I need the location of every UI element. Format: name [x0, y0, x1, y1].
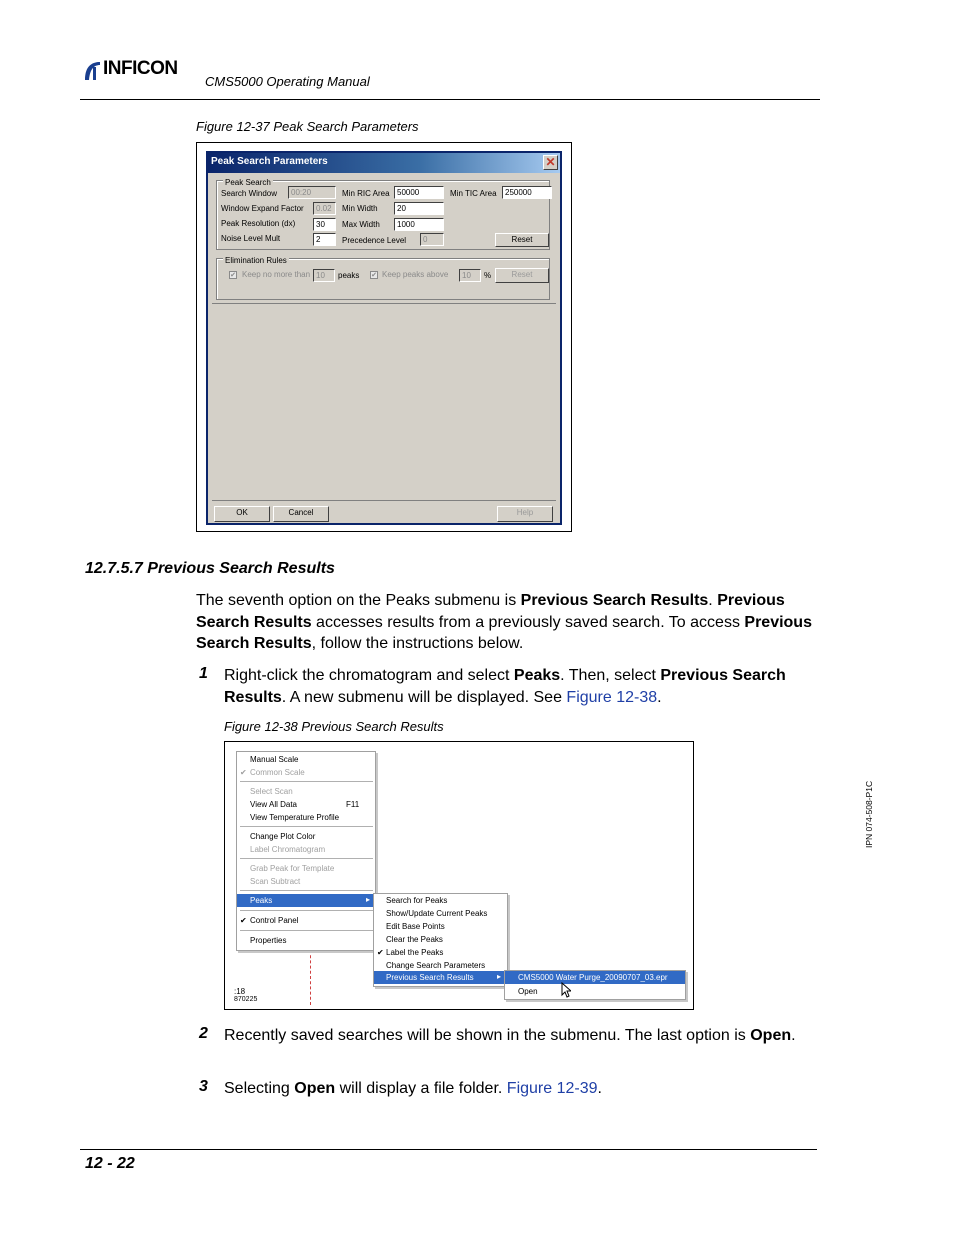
min-width-label: Min Width: [342, 204, 378, 213]
min-ric-label: Min RIC Area: [342, 189, 390, 198]
window-expand-field[interactable]: 0.02: [313, 202, 336, 215]
submenu-edit-base-points[interactable]: Edit Base Points: [386, 922, 445, 931]
step-3-number: 3: [199, 1078, 208, 1095]
submenu-show-update[interactable]: Show/Update Current Peaks: [386, 909, 488, 918]
bold-term: Previous Search Results: [196, 592, 785, 631]
side-ipn-label: [862, 770, 876, 850]
peak-search-group-label: Peak Search: [225, 178, 271, 187]
min-tic-label: Min TIC Area: [450, 189, 497, 198]
bold-term: Previous Search Results: [224, 667, 786, 706]
inficon-logo-icon: [82, 60, 104, 82]
keep-no-more-label: Keep no more than: [242, 270, 311, 279]
peak-resolution-field[interactable]: 30: [313, 218, 336, 231]
menu-control-panel[interactable]: Control Panel: [250, 916, 299, 925]
cross-reference-link[interactable]: Figure 12-39: [506, 1080, 598, 1097]
keep-above-label: Keep peaks above: [382, 270, 449, 279]
noise-level-field[interactable]: 2: [313, 233, 336, 246]
text-run: .: [791, 1027, 796, 1044]
label-peaks-check-icon: ✔: [377, 948, 384, 957]
keep-above-field[interactable]: 10: [459, 269, 481, 282]
max-width-field[interactable]: 1000: [394, 218, 444, 231]
menu-manual-scale[interactable]: Manual Scale: [250, 755, 299, 764]
dialog-bottom-divider: [212, 500, 556, 501]
min-ric-field[interactable]: 50000: [394, 186, 444, 199]
submenu-change-search[interactable]: Change Search Parameters: [386, 961, 486, 970]
precedence-field[interactable]: 0: [420, 233, 444, 246]
submenu-open[interactable]: Open: [518, 987, 538, 996]
step-1-text: [224, 665, 818, 708]
page-number: 12 - 22: [85, 1155, 135, 1172]
submenu-search-for-peaks[interactable]: Search for Peaks: [386, 896, 448, 905]
menu-view-temperature[interactable]: View Temperature Profile: [250, 813, 340, 822]
text-run: Right-click the chromatogram and select: [224, 667, 514, 684]
text-run: The seventh option on the Peaks submenu is: [196, 592, 521, 609]
bold-term: Open: [750, 1027, 792, 1044]
menu-select-scan[interactable]: Select Scan: [250, 787, 293, 796]
noise-level-label: Noise Level Mult: [221, 234, 281, 243]
menu-properties[interactable]: Properties: [250, 936, 287, 945]
elimination-rules-label: Elimination Rules: [225, 256, 287, 265]
chart-marker-line: [310, 950, 311, 1005]
submenu-file-entry[interactable]: CMS5000 Water Purge_20090707_03.epr: [518, 973, 668, 982]
search-window-field[interactable]: 00:20: [288, 186, 336, 199]
submenu-label-peaks[interactable]: Label the Peaks: [386, 948, 444, 957]
menu-separator: [240, 858, 373, 859]
max-width-label: Max Width: [342, 220, 380, 229]
text-run: Selecting: [224, 1080, 295, 1097]
bold-term: Open: [294, 1080, 336, 1097]
keep-no-more-checkbox[interactable]: ✔: [230, 272, 236, 279]
menu-common-scale[interactable]: Common Scale: [250, 768, 305, 777]
cancel-button[interactable]: Cancel: [273, 506, 329, 522]
header-rule: [80, 99, 820, 100]
peak-resolution-label: Peak Resolution (dx): [221, 219, 296, 228]
chart-corner-value: 870225: [234, 996, 258, 1003]
footer-rule: [80, 1149, 817, 1150]
menu-view-all-data[interactable]: View All Data: [250, 800, 297, 809]
reset-button[interactable]: Reset: [495, 233, 549, 247]
menu-separator: [240, 930, 373, 931]
figure-caption-12-38: Figure 12-38 Previous Search Results: [224, 719, 444, 734]
submenu-arrow-icon: ▸: [497, 972, 502, 981]
peaks-unit-label: peaks: [338, 271, 360, 280]
close-icon[interactable]: ✕: [543, 155, 558, 170]
menu-change-plot-color[interactable]: Change Plot Color: [250, 832, 316, 841]
bold-term: Peaks: [513, 667, 561, 684]
step-3-text: [224, 1078, 818, 1100]
percent-label: %: [484, 271, 492, 280]
dialog-divider: [212, 303, 556, 304]
step-2-text: [224, 1025, 818, 1047]
step-2-number: 2: [199, 1025, 208, 1042]
text-run: . A new submenu will be displayed. See: [281, 688, 567, 706]
bold-term: Previous Search Results: [520, 592, 709, 609]
common-scale-check-icon: ✔: [240, 768, 247, 777]
text-run: Recently saved searches will be shown in the submenu. The last option is: [224, 1027, 751, 1044]
figure-caption-12-37: Figure 12-37 Peak Search Parameters: [196, 119, 419, 134]
intro-paragraph: [196, 590, 818, 655]
keep-no-more-field[interactable]: 10: [313, 269, 335, 282]
menu-separator: [240, 826, 373, 827]
help-button[interactable]: Help: [497, 506, 553, 522]
text-run: will display a file folder.: [335, 1080, 507, 1097]
side-ipn-text: IPN 074-508-P1C: [864, 780, 874, 848]
brand-logo-text: INFICON: [103, 58, 178, 79]
text-run: accesses results from a previously saved search. To access: [311, 613, 745, 631]
menu-scan-subtract[interactable]: Scan Subtract: [250, 877, 301, 886]
manual-title: CMS5000 Operating Manual: [205, 74, 370, 89]
keep-above-checkbox[interactable]: ✔: [371, 272, 377, 279]
menu-grab-peak[interactable]: Grab Peak for Template: [250, 864, 335, 873]
text-run: , follow the instructions below.: [311, 635, 524, 652]
search-window-label: Search Window: [221, 189, 278, 198]
dialog-title: Peak Search Parameters: [211, 156, 328, 167]
bold-term: Previous Search Results: [196, 613, 812, 652]
menu-label-chromatogram[interactable]: Label Chromatogram: [250, 845, 326, 854]
window-expand-label: Window Expand Factor: [221, 204, 304, 213]
control-panel-check-icon: ✔: [240, 916, 247, 925]
chart-corner-label: :18: [234, 987, 246, 996]
reset-elimination-button[interactable]: Reset: [495, 268, 549, 283]
ok-button[interactable]: OK: [214, 506, 270, 522]
text-run: . Then, select: [560, 667, 661, 684]
step-1-number: 1: [199, 665, 208, 682]
menu-separator: [240, 890, 373, 891]
submenu-arrow-icon: ▸: [366, 895, 371, 904]
min-tic-field[interactable]: 250000: [502, 186, 552, 199]
cross-reference-link[interactable]: Figure 12-38: [566, 688, 658, 706]
menu-separator: [240, 910, 373, 911]
submenu-clear-peaks[interactable]: Clear the Peaks: [386, 935, 443, 944]
menu-separator: [240, 781, 373, 782]
precedence-label: Precedence Level: [342, 236, 407, 245]
section-heading: 12.7.5.7 Previous Search Results: [85, 560, 335, 577]
text-run: .: [597, 1080, 602, 1097]
text-run: .: [708, 592, 718, 609]
submenu-previous-results[interactable]: Previous Search Results: [386, 973, 474, 982]
menu-view-all-shortcut: F11: [346, 800, 360, 809]
min-width-field[interactable]: 20: [394, 202, 444, 215]
menu-peaks[interactable]: Peaks: [250, 896, 273, 905]
text-run: .: [657, 688, 662, 706]
mouse-pointer-icon: [561, 982, 571, 998]
